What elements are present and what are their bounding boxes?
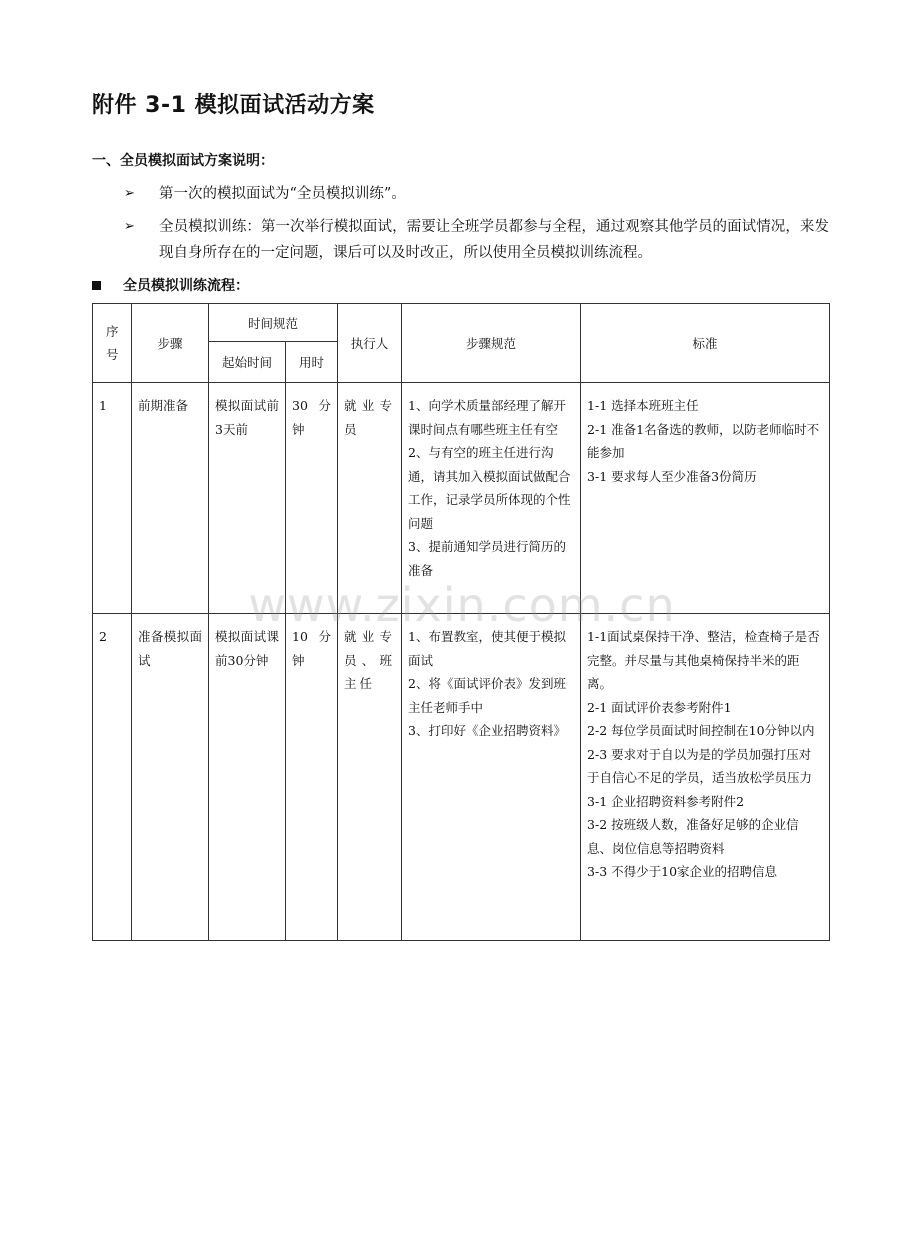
table-row (93, 383, 830, 614)
cell-step-spec (402, 383, 581, 614)
cell-step-spec (402, 614, 581, 941)
arrow-bullet-icon: ➢ (124, 219, 135, 234)
spec-line: 3、提前通知学员进行简历的准备 (408, 539, 566, 578)
cell-duration: 10 分钟 (286, 614, 338, 941)
standard-line: 2-2 每位学员面试时间控制在10分钟以内 (587, 723, 815, 738)
watermark: www.zixin.com.cn (248, 578, 676, 632)
standard-line: 3-1 要求每人至少准备3份简历 (587, 468, 757, 484)
cell-executor: 就业专员、班主任 (338, 614, 402, 941)
spec-line: 2、将《面试评价表》发到班主任老师手中 (408, 676, 566, 715)
header-seq: 序号 (93, 304, 132, 383)
bullet-item (124, 181, 829, 207)
cell-seq: 1 (93, 383, 132, 614)
header-standard: 标准 (581, 304, 830, 383)
standard-line: 2-3 要求对于自以为是的学员加强打压对于自信心不足的学员，适当放松学员压力 (587, 746, 813, 785)
header-start-time: 起始时间 (209, 342, 286, 383)
header-time-group: 时间规范 (209, 304, 338, 342)
bullet-item (124, 214, 829, 266)
table-row (93, 614, 830, 941)
flow-heading-text: 全员模拟训练流程： (123, 278, 249, 294)
bullet-text: 第一次的模拟面试为“全员模拟训练”。 (159, 186, 406, 202)
arrow-bullet-icon: ➢ (124, 186, 135, 201)
spec-line: 1、向学术质量部经理了解开课时间点有哪些班主任有空 (408, 398, 566, 437)
header-row (93, 304, 830, 342)
cell-standard (581, 614, 830, 941)
header-step: 步骤 (132, 304, 209, 383)
cell-start-time: 模拟面试课前30分钟 (209, 614, 286, 941)
standard-line: 3-1 企业招聘资料参考附件2 (587, 793, 745, 809)
flow-table (92, 303, 830, 941)
header-executor: 执行人 (338, 304, 402, 383)
cell-duration: 30 分钟 (286, 383, 338, 614)
cell-seq: 2 (93, 614, 132, 941)
cell-start-time: 模拟面试前3天前 (209, 383, 286, 614)
bullet-text: 全员模拟训练：第一次举行模拟面试，需要让全班学员都参与全程，通过观察其他学员的面试情况，来发现自身所存在的一定问题，课后可以及时改正，所以使用全员模拟训练流程。 (159, 219, 829, 261)
spec-line: 2、与有空的班主任进行沟通，请其加入模拟面试做配合工作，记录学员所体现的个性问题 (408, 445, 571, 531)
header-duration: 用时 (286, 342, 338, 383)
cell-step: 准备模拟面试 (132, 614, 209, 941)
standard-line: 1-1面试桌保持干净、整洁，检查椅子是否完整。并尽量与其他桌椅保持半米的距离。 (587, 629, 820, 691)
page-title: 附件 3-1 模拟面试活动方案 (92, 93, 375, 118)
spec-line: 1、布置教室，使其便于模拟面试 (408, 629, 566, 668)
cell-standard (581, 383, 830, 614)
spec-line: 3、打印好《企业招聘资料》 (408, 723, 566, 738)
cell-executor: 就业专员 (338, 383, 402, 614)
cell-step: 前期准备 (132, 383, 209, 614)
standard-line: 3-2 按班级人数，准备好足够的企业信息、岗位信息等招聘资料 (587, 817, 799, 856)
header-step-spec: 步骤规范 (402, 304, 581, 383)
standard-line: 3-3 不得少于10家企业的招聘信息 (587, 864, 778, 879)
flow-heading (92, 275, 249, 295)
standard-line: 2-1 准备1名备选的教师，以防老师临时不能参加 (587, 421, 820, 460)
standard-line: 2-1 面试评价表参考附件1 (587, 699, 732, 715)
section-heading: 一、全员模拟面试方案说明： (92, 153, 274, 169)
standard-line: 1-1 选择本班班主任 (587, 398, 699, 413)
square-bullet-icon (92, 281, 101, 290)
